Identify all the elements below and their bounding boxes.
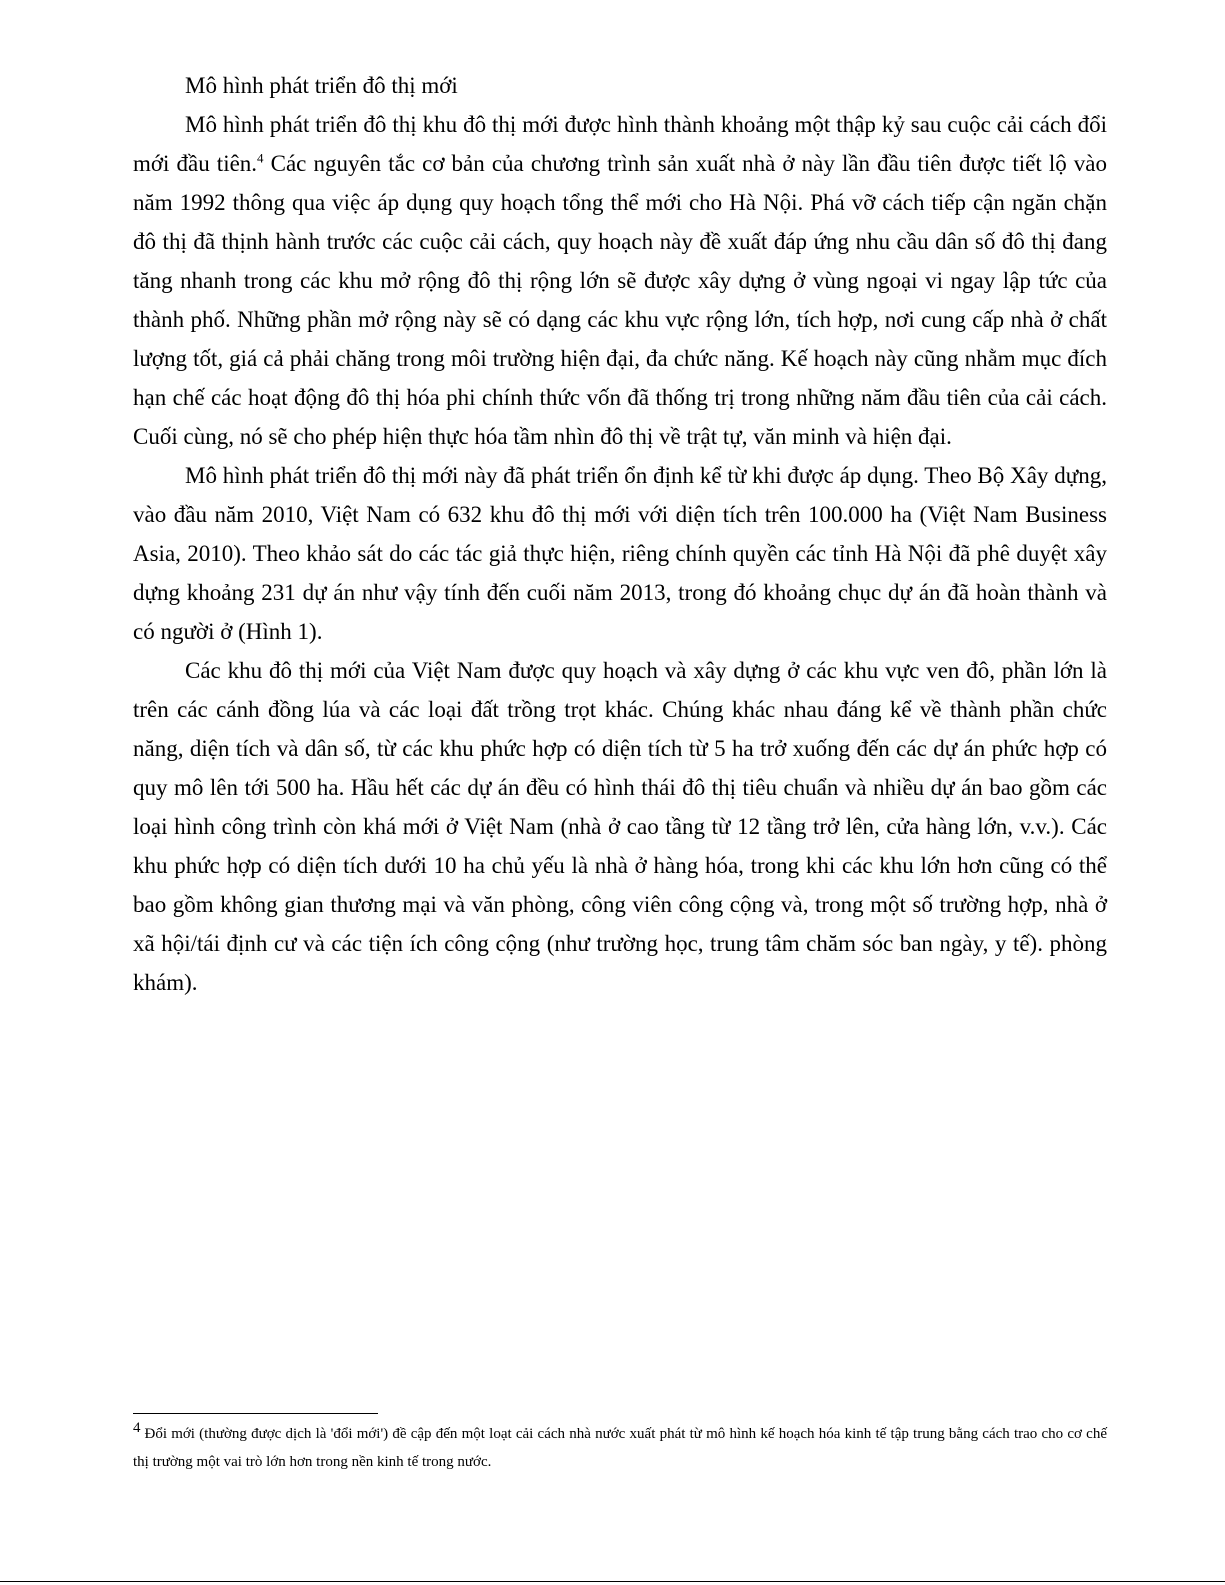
paragraph-1 [133,105,1107,456]
footnote-text: Đổi mới (thường được dịch là 'đổi mới') đề cập đến một loạt cải cách nhà nước xuất phát từ mô hình kế hoạch hóa kinh tế tập trung bằng cách trao cho cơ chế thị trường một vai trò lớn hơn trong nền kinh tế trong nước. [133,1426,1107,1470]
footnote-divider [133,1413,378,1414]
section-heading: Mô hình phát triển đô thị mới [185,73,458,98]
footnote [133,1420,1107,1476]
footnote-mark: 4 [133,1420,141,1436]
paragraph-1-text-a: Mô hình phát triển đô thị khu đô thị mới được hình thành khoảng một thập kỷ sau cuộc cải cách đổi mới đầu tiên. [133,112,1107,176]
paragraph-3: Các khu đô thị mới của Việt Nam được quy hoạch và xây dựng ở các khu vực ven đô, phần lớn là trên các cánh đồng lúa và các loại đất trồng trọt khác. Chúng khác nhau đáng kể về thành phần chức năng, diện tích và dân số, từ các khu phức hợp có diện tích từ 5 ha trở xuống đến các dự án phức hợp có quy mô lên tới 500 ha. Hầu hết các dự án đều có hình thái đô thị tiêu chuẩn và nhiều dự án bao gồm các loại hình công trình còn khá mới ở Việt Nam (nhà ở cao tầng từ 12 tầng trở lên, cửa hàng lớn, v.v.). Các khu phức hợp có diện tích dưới 10 ha chủ yếu là nhà ở hàng hóa, trong khi các khu lớn hơn cũng có thể bao gồm không gian thương mại và văn phòng, công viên công cộng và, trong một số trường hợp, nhà ở xã hội/tái định cư và các tiện ích công cộng (như trường học, trung tâm chăm sóc ban ngày, y tế). phòng khám). [133,658,1107,995]
paragraph-1-text-b: Các nguyên tắc cơ bản của chương trình sản xuất nhà ở này lần đầu tiên được tiết lộ vào năm 1992 thông qua việc áp dụng quy hoạch tổng thể mới cho Hà Nội. Phá vỡ cách tiếp cận ngăn chặn đô thị đã thịnh hành trước các cuộc cải cách, quy hoạch này đề xuất đáp ứng nhu cầu dân số đô thị đang tăng nhanh trong các khu mở rộng đô thị rộng lớn sẽ được xây dựng ở vùng ngoại vi ngay lập tức của thành phố. Những phần mở rộng này sẽ có dạng các khu vực rộng lớn, tích hợp, nơi cung cấp nhà ở chất lượng tốt, giá cả phải chăng trong môi trường hiện đại, đa chức năng. Kế hoạch này cũng nhằm mục đích hạn chế các hoạt động đô thị hóa phi chính thức vốn đã thống trị trong những năm đầu tiên của cải cách. Cuối cùng, nó sẽ cho phép hiện thực hóa tầm nhìn đô thị về trật tự, văn minh và hiện đại. [133,151,1108,449]
body-text [133,66,1107,1002]
page-bottom-divider [0,1581,1225,1582]
paragraph-2: Mô hình phát triển đô thị mới này đã phát triển ổn định kể từ khi được áp dụng. Theo Bộ Xây dựng, vào đầu năm 2010, Việt Nam có 632 khu đô thị mới với diện tích trên 100.000 ha (Việt Nam Business Asia, 2010). Theo khảo sát do các tác giả thực hiện, riêng chính quyền các tỉnh Hà Nội đã phê duyệt xây dựng khoảng 231 dự án như vậy tính đến cuối năm 2013, trong đó khoảng chục dự án đã hoàn thành và có người ở (Hình 1). [133,463,1107,644]
footnote-reference[interactable]: 4 [257,150,264,166]
